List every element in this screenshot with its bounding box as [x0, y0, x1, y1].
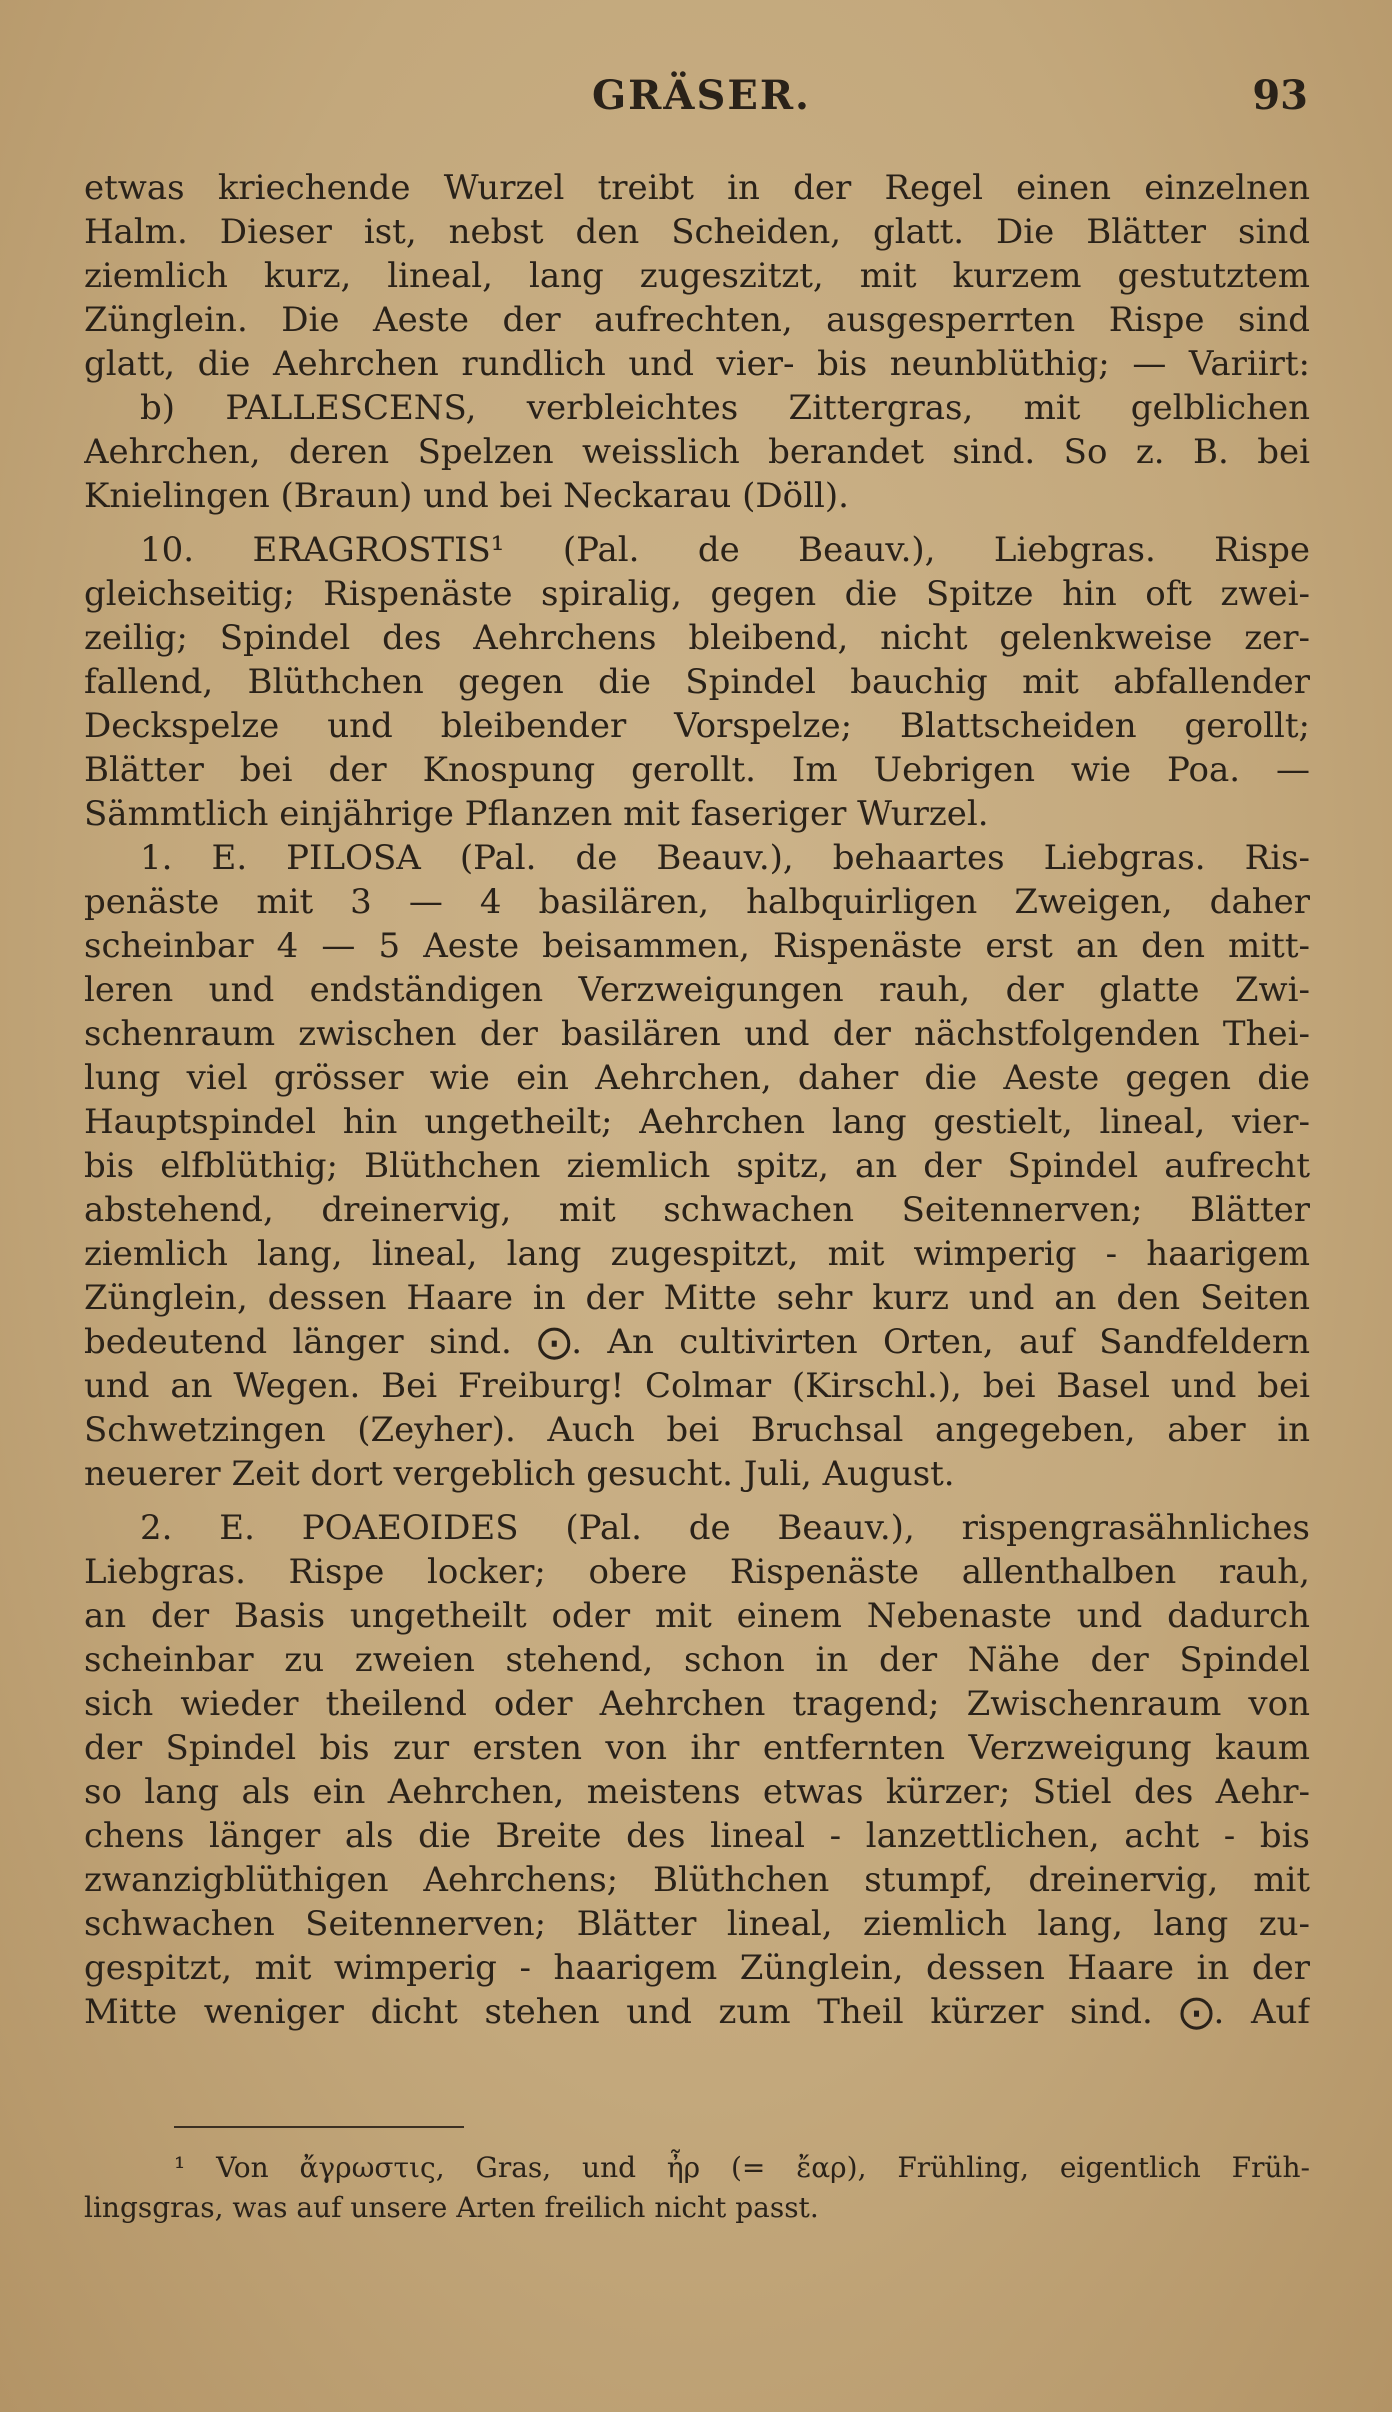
text-line: schwachen Seitennerven; Blätter lineal, ziemlich lang, lang zu-	[84, 1904, 1310, 1944]
footnote-rule	[174, 2126, 464, 2128]
text-line: Zünglein, dessen Haare in der Mitte sehr kurz und an den Seiten	[84, 1278, 1310, 1318]
text-line: an der Basis ungetheilt oder mit einem Nebenaste und dadurch	[84, 1596, 1310, 1636]
text-line: chens länger als die Breite des lineal - lanzettlichen, acht - bis	[84, 1816, 1310, 1856]
text-line: Zünglein. Die Aeste der aufrechten, ausgesperrten Rispe sind	[84, 300, 1310, 340]
paragraph-gap	[84, 518, 1310, 528]
text-line: ziemlich kurz, lineal, lang zugeszitzt, mit kurzem gestutztem	[84, 256, 1310, 296]
text-line: Schwetzingen (Zeyher). Auch bei Bruchsal angegeben, aber in	[84, 1410, 1310, 1450]
text-line: Sämmtlich einjährige Pflanzen mit faseriger Wurzel.	[84, 794, 989, 834]
text-line: fallend, Blüthchen gegen die Spindel bauchig mit abfallender	[84, 662, 1310, 702]
text-line: leren und endständigen Verzweigungen rauh, der glatte Zwi-	[84, 970, 1310, 1010]
text-line: Liebgras. Rispe locker; obere Rispenäste allenthalben rauh,	[84, 1552, 1310, 1592]
body-text	[84, 166, 1310, 2034]
text-line: abstehend, dreinervig, mit schwachen Seitennerven; Blätter	[84, 1190, 1310, 1230]
text-line: 2. E. POAEOIDES (Pal. de Beauv.), rispengrasähnliches	[140, 1508, 1310, 1548]
text-line: b) PALLESCENS, verbleichtes Zittergras, mit gelblichen	[140, 388, 1310, 428]
text-line: penäste mit 3 — 4 basilären, halbquirligen Zweigen, daher	[84, 882, 1310, 922]
text-line: zwanzigblüthigen Aehrchens; Blüthchen stumpf, dreinervig, mit	[84, 1860, 1310, 1900]
text-line: so lang als ein Aehrchen, meistens etwas kürzer; Stiel des Aehr-	[84, 1772, 1310, 1812]
text-line: neuerer Zeit dort vergeblich gesucht. Juli, August.	[84, 1454, 955, 1494]
text-line: gespitzt, mit wimperig - haarigem Zünglein, dessen Haare in der	[84, 1948, 1310, 1988]
text-line: der Spindel bis zur ersten von ihr entfernten Verzweigung kaum	[84, 1728, 1310, 1768]
page-number: 93	[1252, 72, 1308, 119]
text-line: Halm. Dieser ist, nebst den Scheiden, glatt. Die Blätter sind	[84, 212, 1310, 252]
text-line: 10. ERAGROSTIS¹ (Pal. de Beauv.), Liebgras. Rispe	[140, 530, 1310, 570]
text-line: etwas kriechende Wurzel treibt in der Regel einen einzelnen	[84, 168, 1310, 208]
text-line: Aehrchen, deren Spelzen weisslich berandet sind. So z. B. bei	[84, 432, 1310, 472]
text-line: bedeutend länger sind. ⨀. An cultivirten Orten, auf Sandfeldern	[84, 1322, 1310, 1362]
paragraph-gap	[84, 1496, 1310, 1506]
footnote-line: lingsgras, was auf unsere Arten freilich nicht passt.	[84, 2191, 819, 2224]
footnote	[84, 2148, 1310, 2228]
text-line: schenraum zwischen der basilären und der nächstfolgenden Thei-	[84, 1014, 1310, 1054]
text-line: Hauptspindel hin ungetheilt; Aehrchen lang gestielt, lineal, vier-	[84, 1102, 1310, 1142]
text-line: glatt, die Aehrchen rundlich und vier- bis neunblüthig; — Variirt:	[84, 344, 1310, 384]
page-header	[0, 72, 1392, 132]
text-line: Blätter bei der Knospung gerollt. Im Uebrigen wie Poa. —	[84, 750, 1310, 790]
text-line: Deckspelze und bleibender Vorspelze; Blattscheiden gerollt;	[84, 706, 1310, 746]
text-line: 1. E. PILOSA (Pal. de Beauv.), behaartes Liebgras. Ris-	[140, 838, 1310, 878]
text-line: gleichseitig; Rispenäste spiralig, gegen die Spitze hin oft zwei-	[84, 574, 1310, 614]
text-line: zeilig; Spindel des Aehrchens bleibend, nicht gelenkweise zer-	[84, 618, 1310, 658]
text-line: Mitte weniger dicht stehen und zum Theil kürzer sind. ⨀. Auf	[84, 1992, 1310, 2032]
text-line: scheinbar 4 — 5 Aeste beisammen, Rispenäste erst an den mitt-	[84, 926, 1310, 966]
text-line: ziemlich lang, lineal, lang zugespitzt, mit wimperig - haarigem	[84, 1234, 1310, 1274]
text-line: und an Wegen. Bei Freiburg! Colmar (Kirschl.), bei Basel und bei	[84, 1366, 1310, 1406]
text-line: Knielingen (Braun) und bei Neckarau (Döll).	[84, 476, 849, 516]
text-line: sich wieder theilend oder Aehrchen tragend; Zwischenraum von	[84, 1684, 1310, 1724]
text-line: scheinbar zu zweien stehend, schon in der Nähe der Spindel	[84, 1640, 1310, 1680]
text-line: bis elfblüthig; Blüthchen ziemlich spitz, an der Spindel aufrecht	[84, 1146, 1310, 1186]
running-title: GRÄSER.	[592, 72, 811, 119]
footnote-line: ¹ Von ἄγρωστις, Gras, und ἦρ (= ἔαρ), Frühling, eigentlich Früh-	[174, 2151, 1310, 2184]
text-line: lung viel grösser wie ein Aehrchen, daher die Aeste gegen die	[84, 1058, 1310, 1098]
